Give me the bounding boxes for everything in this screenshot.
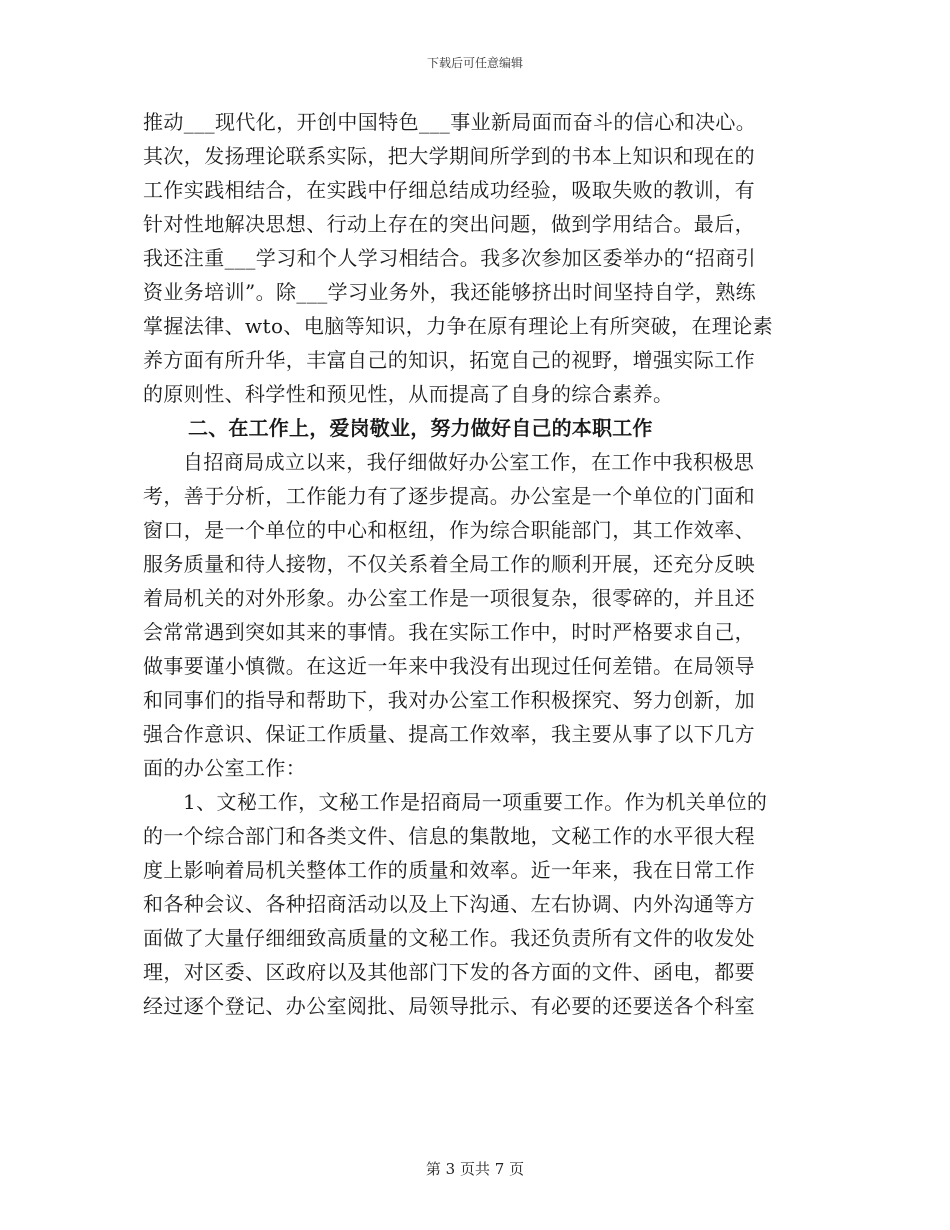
text-line: 面的办公室工作： [143,756,307,780]
text-line: 掌握法律、wto、电脑等知识，力争在原有理论上有所突破，在理论素 [143,314,773,338]
text-line: 资业务培训”。除___学习业务外，我还能够挤出时间坚持自学，熟练 [143,280,757,304]
page-number: 第 3 页共 7 页 [425,1160,525,1178]
document-body [143,105,808,1023]
text-line: 针对性地解决思想、行动上存在的突出问题，做到学用结合。最后， [143,212,755,236]
text-line: 的一个综合部门和各类文件、信息的集散地，文秘工作的水平很大程 [143,824,755,848]
text-line: 1、文秘工作，文秘工作是招商局一项重要工作。作为机关单位的 [183,790,768,814]
text-line: 自招商局成立以来，我仔细做好办公室工作，在工作中我积极思 [183,450,755,474]
text-line: 着局机关的对外形象。办公室工作是一项很复杂，很零碎的，并且还 [143,586,755,610]
paragraph-theory-study [143,105,808,411]
paragraph-secretarial-work [143,785,808,1023]
text-line: 做事要谨小慎微。在这近一年来中我没有出现过任何差错。在局领导 [143,654,755,678]
section-heading: 二、在工作上，爱岗敬业，努力做好自己的本职工作 [188,416,653,440]
page-header-note: 下载后可任意编辑 [426,56,523,70]
text-line: 会常常遇到突如其来的事情。我在实际工作中，时时严格要求自己， [143,620,755,644]
text-line: 服务质量和待人接物，不仅关系着全局工作的顺利开展，还充分反映 [143,552,755,576]
paragraph-office-work [143,445,808,785]
text-line: 和各种会议、各种招商活动以及上下沟通、左右协调、内外沟通等方 [143,892,755,916]
text-line: 的原则性、科学性和预见性，从而提高了自身的综合素养。 [143,382,674,406]
text-line: 面做了大量仔细细致高质量的文秘工作。我还负责所有文件的收发处 [143,926,755,950]
text-line: 我还注重___学习和个人学习相结合。我多次参加区委举办的“招商引 [143,246,757,270]
text-line: 养方面有所升华，丰富自己的知识，拓宽自己的视野，增强实际工作 [143,348,755,372]
text-line: 理，对区委、区政府以及其他部门下发的各方面的文件、函电，都要 [143,960,755,984]
text-line: 考，善于分析，工作能力有了逐步提高。办公室是一个单位的门面和 [143,484,755,508]
text-line: 推动___现代化，开创中国特色___事业新局面而奋斗的信心和决心。 [143,110,757,134]
text-line: 窗口，是一个单位的中心和枢纽，作为综合职能部门，其工作效率、 [143,518,755,542]
text-line: 和同事们的指导和帮助下，我对办公室工作积极探究、努力创新，加 [143,688,755,712]
text-line: 经过逐个登记、办公室阅批、局领导批示、有必要的还要送各个科室 [143,994,755,1018]
text-line: 度上影响着局机关整体工作的质量和效率。近一年来，我在日常工作 [143,858,755,882]
text-line: 其次，发扬理论联系实际，把大学期间所学到的书本上知识和现在的 [143,144,755,168]
text-line: 工作实践相结合，在实践中仔细总结成功经验，吸取失败的教训，有 [143,178,755,202]
text-line: 强合作意识、保证工作质量、提高工作效率，我主要从事了以下几方 [143,722,755,746]
